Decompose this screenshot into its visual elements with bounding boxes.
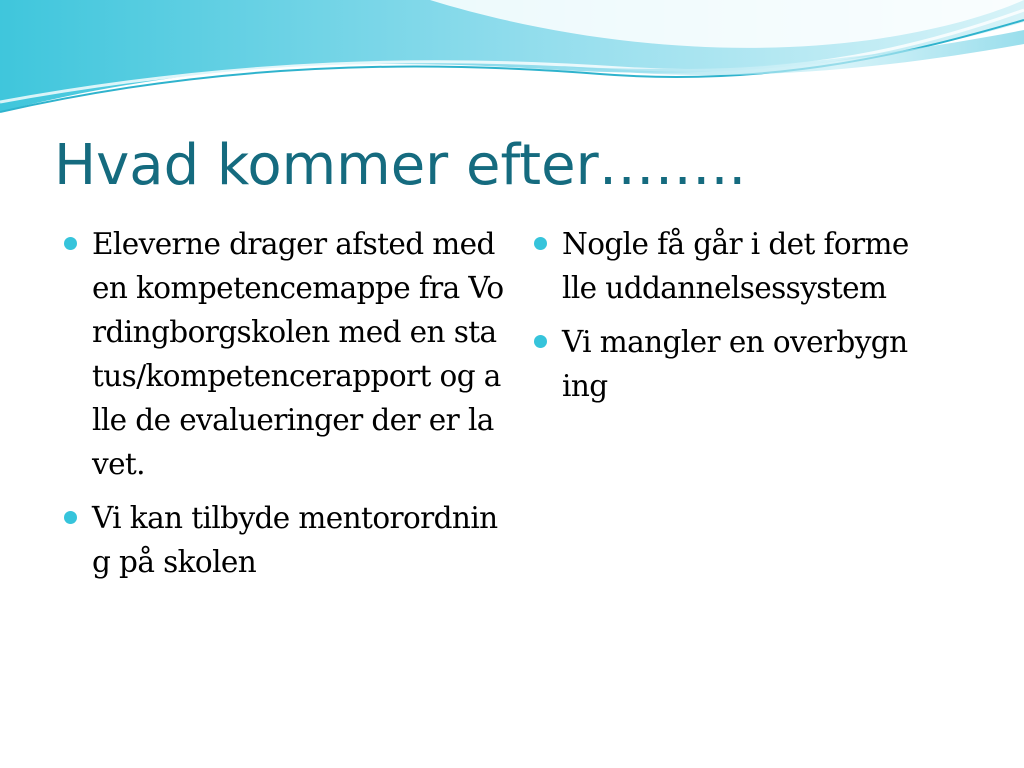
list-item (534, 222, 914, 310)
bullet-text: Vi kan tilbyde mentorordning på skolen (92, 501, 498, 579)
bullet-icon (64, 511, 77, 524)
bullet-icon (534, 237, 547, 250)
right-bullet-list (534, 222, 914, 418)
bullet-icon (64, 237, 77, 250)
slide-title: Hvad kommer efter…….. (54, 133, 747, 198)
bullet-text: Nogle få går i det formelle uddannelsessystem (562, 227, 909, 305)
left-bullet-list (64, 222, 504, 594)
bullet-text: Vi mangler en overbygning (562, 325, 908, 403)
list-item (64, 496, 504, 584)
list-item (64, 222, 504, 486)
bullet-icon (534, 335, 547, 348)
list-item (534, 320, 914, 408)
bullet-text: Eleverne drager afsted med en kompetencemappe fra Vordingborgskolen med en status/kompetencerapport og alle de evalueringer der er lavet. (92, 227, 504, 481)
wave-header-decoration (0, 0, 1024, 130)
